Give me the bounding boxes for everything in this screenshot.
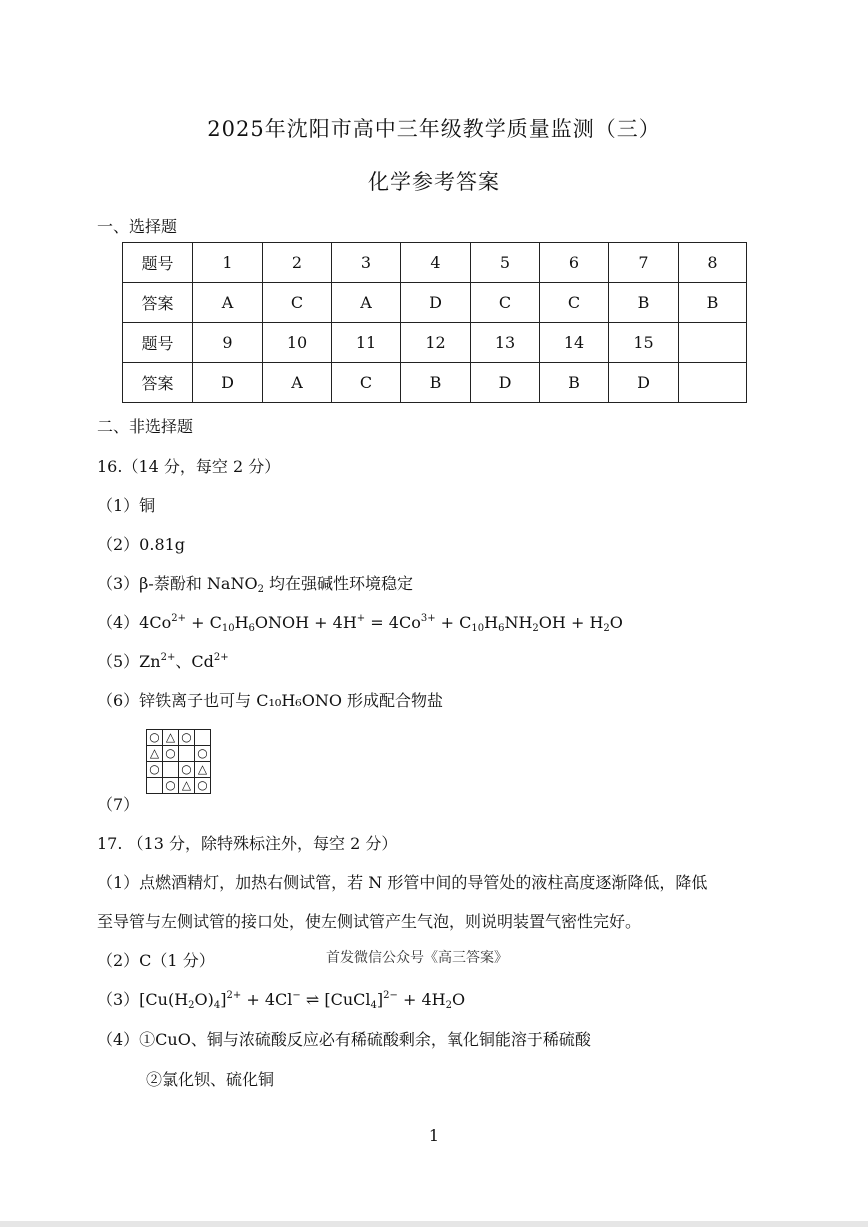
q16-answer-1: （1）铜: [97, 496, 156, 515]
table-cell: 15: [609, 323, 679, 363]
grid-cell: [163, 762, 179, 778]
table-row: [123, 243, 747, 283]
grid-row: [147, 730, 211, 746]
watermark-text: 首发微信公众号《高三答案》: [326, 950, 508, 966]
q16-header: 16.（14 分，每空 2 分）: [97, 457, 281, 476]
table-row: [123, 323, 747, 363]
table-cell: A: [193, 283, 263, 323]
q16-structure-grid: [146, 729, 211, 794]
q16-answer-4-equation: $(4)4Co^{2+}$ + $C_{10}H_6ONOH + 4H^+ = 4Co^{3+} + C_{10}H_6NH_2OH + H_2O$: [97, 613, 623, 634]
section-heading-choice: 一、选择题: [97, 217, 178, 236]
table-cell: 10: [263, 323, 332, 363]
table-cell: B: [540, 363, 609, 403]
grid-row: [147, 778, 211, 794]
q16-answer-3: （3）β-萘酚和 NaNO$_2$ 均在强碱性环境稳定: [97, 574, 414, 595]
table-cell: 11: [332, 323, 401, 363]
q17-header: 17. （13 分，除特殊标注外，每空 2 分）: [97, 834, 398, 853]
table-cell: 2: [263, 243, 332, 283]
table-row: [123, 283, 747, 323]
row-label: 题号: [123, 243, 193, 283]
table-cell: 7: [609, 243, 679, 283]
grid-cell: [195, 730, 211, 746]
grid-cell: ○: [147, 730, 163, 746]
table-cell: A: [332, 283, 401, 323]
grid-cell: ○: [147, 762, 163, 778]
page-bottom-edge: [0, 1221, 868, 1227]
table-cell: [679, 323, 747, 363]
table-cell: 6: [540, 243, 609, 283]
table-cell: 14: [540, 323, 609, 363]
q17-answer-4-2: ②氯化钡、硫化铜: [146, 1070, 275, 1089]
answer-table: [122, 242, 747, 403]
table-cell: [679, 363, 747, 403]
q16-answer-5: $(5)Zn^{2+}$、$Cd^{2+}$: [97, 652, 229, 671]
page-title: 2025年沈阳市高中三年级教学质量监测（三）: [207, 117, 661, 141]
page-subtitle: 化学参考答案: [368, 170, 500, 194]
table-cell: C: [540, 283, 609, 323]
grid-cell: ○: [163, 746, 179, 762]
grid-cell: [147, 778, 163, 794]
table-cell: 9: [193, 323, 263, 363]
row-label: 答案: [123, 283, 193, 323]
q17-answer-1-line2: 至导管与左侧试管的接口处，使左侧试管产生气泡，则说明装置气密性完好。: [97, 912, 642, 931]
q16-answer-6: （6）锌铁离子也可与 C₁₀H₆ONO 形成配合物盐: [97, 691, 444, 710]
table-cell: B: [401, 363, 471, 403]
table-cell: C: [263, 283, 332, 323]
grid-row: [147, 746, 211, 762]
grid-cell: ○: [195, 778, 211, 794]
grid-cell: ○: [195, 746, 211, 762]
table-cell: C: [332, 363, 401, 403]
table-cell: 3: [332, 243, 401, 283]
grid-cell: ○: [163, 778, 179, 794]
q17-answer-4-1: （4）①CuO、铜与浓硫酸反应必有稀硫酸剩余，氧化铜能溶于稀硫酸: [97, 1030, 591, 1049]
section-heading-nonchoice: 二、非选择题: [97, 417, 194, 436]
page-number: 1: [428, 1126, 440, 1145]
table-cell: D: [609, 363, 679, 403]
table-cell: A: [263, 363, 332, 403]
q16-answer-3-post: 均在强碱性环境稳定: [263, 574, 414, 593]
table-cell: 12: [401, 323, 471, 363]
table-cell: D: [193, 363, 263, 403]
grid-cell: △: [163, 730, 179, 746]
table-cell: D: [471, 363, 540, 403]
row-label: 题号: [123, 323, 193, 363]
table-cell: C: [471, 283, 540, 323]
q17-answer-1-line1: （1）点燃酒精灯，加热右侧试管，若 N 形管中间的导管处的液柱高度逐渐降低，降低: [97, 873, 708, 892]
grid-cell: △: [195, 762, 211, 778]
q17-answer-3-equation: $(3)[Cu(H_2O)_4]^{2+} + 4Cl^-$ ⇌ [CuCl$_4$]$^{2-}$ + $4H_2O$: [97, 990, 466, 1011]
table-cell: 1: [193, 243, 263, 283]
table-cell: B: [609, 283, 679, 323]
grid-row: [147, 762, 211, 778]
q16-answer-2: （2）0.81g: [97, 535, 186, 554]
table-row: [123, 363, 747, 403]
table-cell: B: [679, 283, 747, 323]
grid-cell: △: [147, 746, 163, 762]
grid-cell: △: [179, 778, 195, 794]
q17-answer-2: （2）C（1 分）: [97, 951, 215, 970]
q16-answer-3-pre: （3）β-萘酚和 NaNO: [97, 574, 258, 593]
row-label: 答案: [123, 363, 193, 403]
q16-answer-7-label: （7）: [97, 795, 140, 814]
table-cell: D: [401, 283, 471, 323]
table-cell: 13: [471, 323, 540, 363]
grid-cell: ○: [179, 730, 195, 746]
grid-cell: [179, 746, 195, 762]
table-cell: 4: [401, 243, 471, 283]
grid-cell: ○: [179, 762, 195, 778]
table-cell: 8: [679, 243, 747, 283]
table-cell: 5: [471, 243, 540, 283]
